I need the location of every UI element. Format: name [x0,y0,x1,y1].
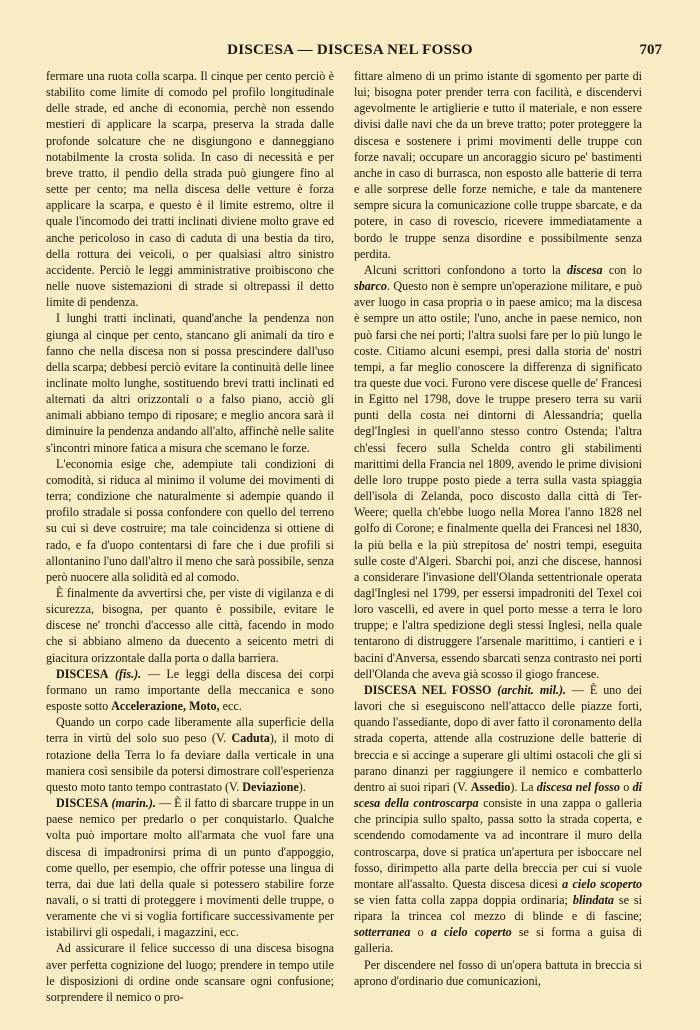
paragraph-text: Quando un corpo cade liberamente alla superficie della terra in virtù del solo suo peso (V. [46,715,334,746]
paragraph-text: ), il moto di rotazione della Terra lo fa deviare dalla verticale in una maniera così sensibile da potersi dimostrare coll'esperienza questo moto tanto tempo contrastato (V. [46,731,334,794]
entry-text: — Le leggi della discesa dei corpi formano un ramo importante della meccanica e sono esposte sotto [46,666,334,714]
page-title: DISCESA — DISCESA NEL FOSSO [227,42,473,58]
paragraph [46,714,334,795]
cross-reference: Caduta [231,731,270,746]
cross-reference: Deviazione [242,779,299,794]
paragraph-text: con lo [602,262,642,277]
emphasis: discesa [566,262,603,277]
paragraph [354,262,642,682]
entry-text: o [619,779,633,794]
right-column [354,68,642,1018]
emphasis: a cielo scoperto [562,876,642,891]
entry-label: (marin.). [111,796,156,811]
entry-text: — È il fatto di sbarcare truppe in un paese nemico per predarlo o per conquistarlo. Qualche volta può importare molto all'armata che vuol fare una discesa di impadronirsi prima di un punto d'appoggio, come quello, per esempio, che offrir potesse una lingua di terra, dai due lati della quale si potessero stabilire forze navali, o si tratti di proteggere i movimenti delle truppe, o veramente che vi si voglia fortificare successivamente per istabilirvi gli ospedali, i magazzini, ecc. [46,796,334,940]
page-number: 707 [639,42,662,58]
entry-term: DISCESA [56,796,109,811]
entry-term: DISCESA [56,666,109,681]
paragraph: fermare una ruota colla scarpa. Il cinque per cento perciò è stabilito come limite di comodo pel profilo longitudinale delle strade, ed anche di economia, perchè non essendo mestieri di applicare la scarpa, preserva la strada dalle profonde solcature che ne disgiungono e danneggiano notabilmente la crosta solida. In caso di necessità e per breve tratto, il pendìo della strada può giungere fino al sette per cento; ma nella discesa delle vetture è forza applicare la scarpa, e questo è il limite estremo, oltre il quale l'incomodo dei tratti inclinati diviene molto grave ed anche pericoloso in caso di caduta di una bestia da tiro, della rottura dei veicoli, o per qualsiasi altro sinistro accidente. Perciò le leggi amministrative proibiscono che nelle nuove sistemazioni di strade si oltrepassi il detto limite di pendenza. [46,69,334,310]
paragraph: Ad assicurare il felice successo di una discesa bisogna aver perfetta cognizione del luogo; prendere in tempo utile le disposizioni di ordine onde scansare ogni confusione; sorprendere il nemico o pro- [46,941,334,1004]
entry-text: se si forma a guisa di galleria. [354,925,642,956]
entry-term: DISCESA NEL FOSSO [364,682,492,697]
entry-text: ). La [510,779,537,794]
paragraph: È finalmente da avvertirsi che, per viste di vigilanza e di sicurezza, bisogna, per quanto è possibile, evitare le discese ne' tronchi d'accesso alle città, facendo in modo che si abbiano almeno da duecento a seicento metri di giacitura orizzontale dalla porta o dalla barriera. [46,586,334,665]
emphasis: blindata [572,892,614,907]
entry-discesa-nel-fosso [354,682,642,957]
cross-reference: Accelerazione, Moto, [111,699,220,714]
emphasis: sbarco [354,279,387,294]
entry-text: consiste in una zappa o galleria che principia sullo spalto, passa sotto la strada coperta, e scendendo comodamente va ad incontrare il muro della controscarpa, dove si pratica un'apertura per isboccare nel fosso, dirimpetto alla parte della breccia per cui si vuole montare all'assalto. Questa discesa dicesi [354,796,642,891]
entry-discesa-marin [46,795,334,940]
left-column [46,68,334,1018]
entry-label: (archit. mil.). [497,682,567,697]
paragraph: L'economia esige che, adempiute tali condizioni di comodità, si riduca al minimo il volume dei movimenti di terra; condizione che naturalmente si adempie quando il profilo stradale si possa confondere con quello del terreno su cui si deve costruire; ma tale coincidenza si ottiene di rado, e fa d'uopo contentarsi di fare che i due profili si allontanino l'uno dall'altro il meno che sarà possibile, senza però nuocere alla solidità ed al comodo. [46,456,334,584]
emphasis: discesa nel fosso [536,779,620,794]
paragraph-text: Alcuni scrittori confondono a torto la [364,262,567,277]
paragraph: fittare almeno di un primo istante di sgomento per parte di lui; bisogna poter prender terra con facilità, e discendervi agevolmente le artiglierie e tutto il materiale, e non essere divisi dalle navi che da un breve tratto; poter proteggere la discesa e sostenere i primi movimenti delle truppe con forze navali; occupare un ancoraggio sicuro pe' bastimenti anche in caso di burrasca, non esposto alle batterie di terra e alle sorprese delle forze nemiche, e tale da mantenere sempre sicura la comunicazione colle truppe sbarcate, e da potere, in caso di rovescio, ricevere immediatamente a bordo le truppe senza disordine e possibilmente senza perdita. [354,69,642,261]
emphasis: di scesa della controscarpa [354,779,642,811]
entry-text: o [410,925,431,940]
paragraph-text: . Questo non è sempre un'operazione militare, e può aver luogo in casa propria o in paese amico; ma la discesa è sempre un atto ostile; l'uno, anche in paese nemico, non può farsi che nei porti; l'altra suolsi fare per lo più lungo le coste. Citiamo alcuni esempi, presi dalla storia de' nostri tempi, a far meglio conoscere la differenza di significato tra queste due voci. Furono vere discese quelle de' Francesi in Egitto nel 1798, dove le truppe presero terra su varii punti della costa nei dintorni di Alessandria; quella degl'Inglesi in quell'anno stesso contro Ostenda; l'altra ch'essi fecero sulla Schelda contro gli stabilimenti marittimi della Francia nel 1809, avendo le prime divisioni delle loro truppe posto piede a terra sulla vasta spiaggia dell'isola di Zelanda, poco discosto dalla città di Ter-Weere; quella ch'ebbe luogo nella Morea l'anno 1828 nel golfo di Corone; e finalmente quella dei Francesi nel 1830, la più bella e la più strepitosa de' nostri tempi, eseguita sulle coste d'Algeri. Sbarchi poi, anzi che discese, hannosi a considerare l'invasione dell'Olanda settentrionale operata dagl'Inglesi nel 1799, per essersi impadroniti del Texel coi loro vascelli, ed avere in quel porto messe a terra le loro truppe; e l'altra spedizione degli stessi Inglesi, nella quale tentarono di distruggere l'arsenale marittimo, i cantieri e i bacini d'Anversa, essendo sbarcati senza contrasto nei porti dell'Olanda che aveva già scosso il giogo francese. [354,279,642,681]
entry-label: (fis.). [114,666,142,681]
entry-text: ecc. [219,699,242,714]
entry-text: se vien fatta colla zappa doppia ordinaria; [354,892,573,907]
paragraph: I lunghi tratti inclinati, quand'anche la pendenza non giunga al cinque per cento, stancano gli animali da tiro e fanno che nella discesa non si possa prescindere dall'uso della scarpa; debbesi perciò evitare la continuità delle linee inclinate molto lunghe, sostituendo brevi tratti inclinati ed alternati da altri orizzontali o a falso piano, acciò gli animali abbiano tempo di riposare; e meglio ancora sarà il diminuire la pendenza andando all'alto, affinchè nelle salite s'incontri minore fatica a misura che scemano le forze. [46,311,334,455]
emphasis: a cielo coperto [430,925,512,940]
entry-text: — È uno dei lavori che si eseguiscono nell'attacco delle piazze forti, quando l'assediante, dopo di aver fatto il coronamento della strada coperta, attende alla costruzione delle batterie di breccia e si accinge a superare gli ultimi ostacoli che gli si parano dinanzi per raggiungere il nemico e combatterlo dentro ai suoi ripari (V. [354,682,642,794]
cross-reference: Assedio [470,779,511,794]
paragraph: Per discendere nel fosso di un'opera battuta in breccia si aprono d'ordinario due comunicazioni, [354,957,642,988]
paragraph-text: ). [298,779,306,794]
entry-text: se si ripara la trincea col mezzo di blinde e di fascine; [354,892,642,924]
entry-discesa-fis [46,666,334,714]
emphasis: sotterranea [354,925,411,940]
running-head [40,42,660,64]
